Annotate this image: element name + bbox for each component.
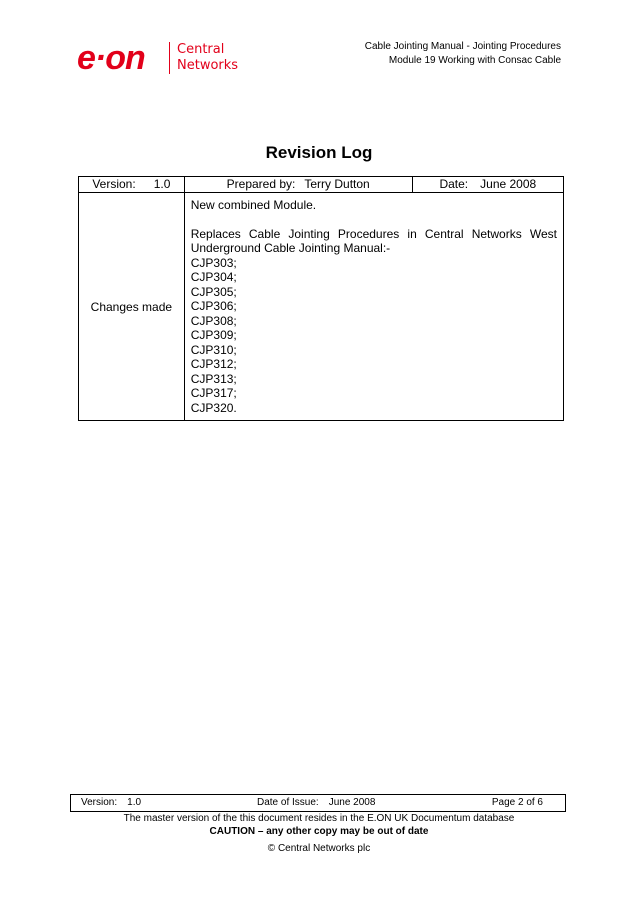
footer-date-of-issue <box>257 795 375 811</box>
document-title: Cable Jointing Manual - Jointing Procedures <box>364 41 561 52</box>
copyright-note: © Central Networks plc <box>267 843 371 854</box>
master-version-note: The master version of the this document resides in the E.ON UK Documentum database <box>123 813 515 824</box>
footer-issue-value: June 2008 <box>328 797 376 808</box>
changes-replaces: Replaces Cable Jointing Procedures in Central Networks West Underground Cable Jointing Manual:- <box>190 226 557 255</box>
caution-note: CAUTION – any other copy may be out of date <box>209 826 429 837</box>
procedure-code-item: CJP310; <box>190 342 237 357</box>
changes-intro: New combined Module. <box>190 198 317 212</box>
logo-divider <box>169 42 170 74</box>
version-cell <box>79 177 185 193</box>
footer-version-label: Version: <box>81 797 118 808</box>
date-cell <box>412 177 563 193</box>
date-label: Date: <box>439 177 469 191</box>
replaced-procedure-list <box>191 256 557 416</box>
logo-line-central: Central <box>177 42 225 57</box>
footer-version-value: 1.0 <box>127 797 142 808</box>
procedure-code-item: CJP304; <box>190 270 237 284</box>
prepared-by-label: Prepared by: <box>226 177 296 191</box>
eon-wordmark: e·on <box>77 39 145 77</box>
changes-made-details <box>184 193 563 421</box>
procedure-code-item: CJP317; <box>190 386 237 400</box>
page-title: Revision Log <box>265 143 373 162</box>
prepared-by-value: Terry Dutton <box>304 177 370 191</box>
footer-issue-label: Date of Issue: <box>257 797 319 808</box>
document-header <box>365 40 561 68</box>
procedure-code-item: CJP308; <box>190 313 237 328</box>
procedure-code-item: CJP313; <box>190 371 237 386</box>
date-value: June 2008 <box>480 177 537 191</box>
procedure-code-item: CJP303; <box>190 255 237 270</box>
footer-version <box>81 795 141 811</box>
changes-made-label: Changes made <box>79 193 185 421</box>
procedure-code-item: CJP312; <box>190 357 237 371</box>
footer-page-number: Page 2 of 6 <box>491 797 543 808</box>
logo-subtitle <box>177 42 238 74</box>
module-title: Module 19 Working with Consac Cable <box>388 55 561 66</box>
prepared-by-cell <box>184 177 412 193</box>
version-value: 1.0 <box>153 177 171 191</box>
footer-notes <box>0 812 638 855</box>
procedure-code-item: CJP309; <box>190 328 237 342</box>
procedure-code-item: CJP320. <box>190 400 237 415</box>
procedure-code-item: CJP305; <box>190 284 237 299</box>
revision-header-row <box>79 177 564 193</box>
changes-row <box>79 193 564 421</box>
logo-line-networks: Networks <box>177 58 239 73</box>
procedure-code-item: CJP306; <box>190 299 237 313</box>
footer-info-box <box>70 794 566 812</box>
eon-central-networks-logo <box>77 38 247 78</box>
version-label: Version: <box>92 177 136 191</box>
revision-log-table <box>78 176 564 421</box>
